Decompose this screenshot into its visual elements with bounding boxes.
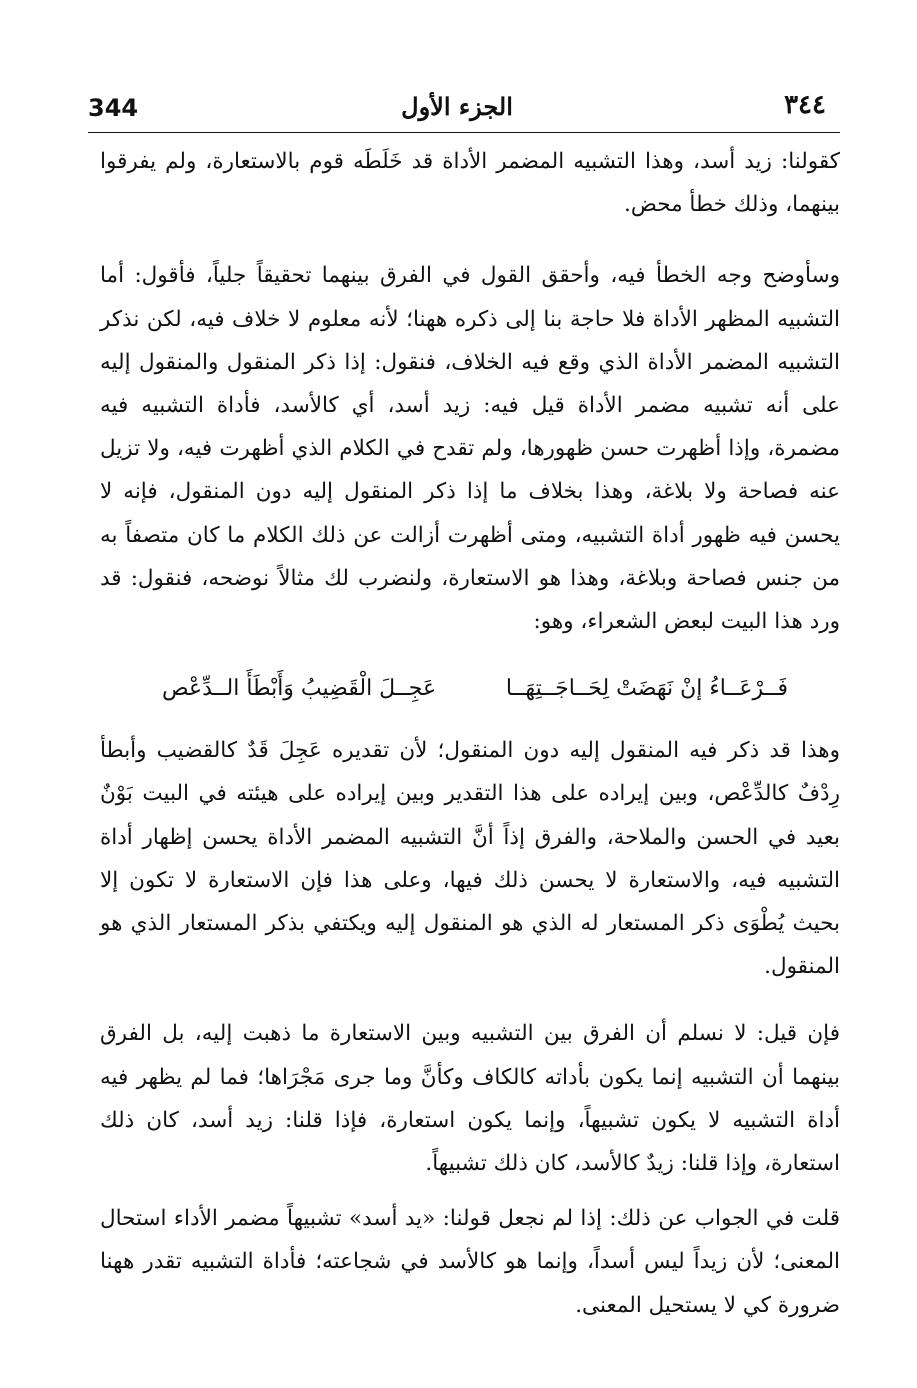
running-title: الجزء الأول xyxy=(401,92,513,121)
paragraph-verse-analysis: وهذا قد ذكر فيه المنقول إليه دون المنقول؛ لأن تقديره عَجِلَ قَدٌ كالقضيب وأبطأ رِدْفٌ كالدِّعْص، وبين إيراده على هذا التقدير وبين إيراده على هيئته في البيت بَوْنٌ بعيد في الحسن والملاحة، والفرق إذاً أنَّ التشبيه المضمر الأداة يحسن إظهار أداة التشبيه فيه، والاستعارة لا يحسن ذلك فيها، وعلى هذا فإن الاستعارة لا تكون إلا بحيث يُطْوَى ذكر المستعار له الذي هو المنقول إليه ويكتفي بذكر المستعار الذي هو المنقول. xyxy=(100,738,840,980)
paragraph-explanation: وسأوضح وجه الخطأ فيه، وأحقق القول في الفرق بينهما تحقيقاً جلياً، فأقول: أما التشبيه المظهر الأداة فلا حاجة بنا إلى ذكره ههنا؛ لأنه معلوم لا خلاف فيه، لكن نذكر التشبيه المضمر الأداة الذي وقع فيه الخلاف، فنقول: إذا ذكر المنقول والمنقول إليه على أنه تشبيه مضمر الأداة قيل فيه: زيد أسد، أي كالأسد، فأداة التشبيه فيه مضمرة، وإذا أظهرت حسن ظهورها، ولم تقدح في الكلام الذي أظهرت فيه، ولا تزيل عنه فصاحة ولا بلاغة، وهذا بخلاف ما إذا ذكر المنقول إليه دون المنقول، فإنه لا يحسن فيه ظهور أداة التشبيه، ومتى أظهرت أزالت عن ذلك الكلام ما كان متصفاً به من جنس فصاحة وبلاغة، وهذا هو الاستعارة، ولنضرب لك مثالاً نوضحه، فنقول: قد ورد هذا البيت لبعض الشعراء، وهو: xyxy=(100,263,840,635)
poetry-verse xyxy=(100,663,840,713)
page-number-latin: 344 xyxy=(88,94,139,122)
verse-second-hemistich: عَجِــلَ الْقَضِيبُ وَأَبْطَأَ الــدِّعْص xyxy=(162,676,437,702)
paragraph-objection: فإن قيل: لا نسلم أن الفرق بين التشبيه وبين الاستعارة ما ذهبت إليه، بل الفرق بينهما أن التشبيه إنما يكون بأداته كالكاف وكأنَّ وما جرى مَجْرَاها؛ فما لم يظهر فيه أداة التشبيه لا يكون تشبيهاً، وإنما يكون استعارة، فإذا قلنا: زيد أسد، كان ذلك استعارة، وإذا قلنا: زيدٌ كالأسد، كان ذلك تشبيهاً. xyxy=(100,1021,840,1177)
paragraph-intro: كقولنا: زيد أسد، وهذا التشبيه المضمر الأداة قد خَلَطَه قوم بالاستعارة، ولم يفرقوا بينهما، وذلك خطأ محض. xyxy=(100,149,840,218)
page-number-arabic: ٣٤٤ xyxy=(784,90,826,120)
verse-first-hemistich: فَــرْعَــاءُ إنْ نَهَضَتْ لِحَــاجَــتِهَــا xyxy=(505,676,788,702)
paragraph-answer: قلت في الجواب عن ذلك: إذا لم نجعل قولنا: «يد أسد» تشبيهاً مضمر الأداء استحال المعنى؛ لأن زيداً ليس أسداً، وإنما هو كالأسد في شجاعته؛ فأداة التشبيه تقدر ههنا ضرورة كي لا يستحيل المعنى. xyxy=(100,1206,840,1318)
page-header xyxy=(88,90,826,130)
header-rule xyxy=(88,132,840,133)
page-body xyxy=(100,140,840,1327)
